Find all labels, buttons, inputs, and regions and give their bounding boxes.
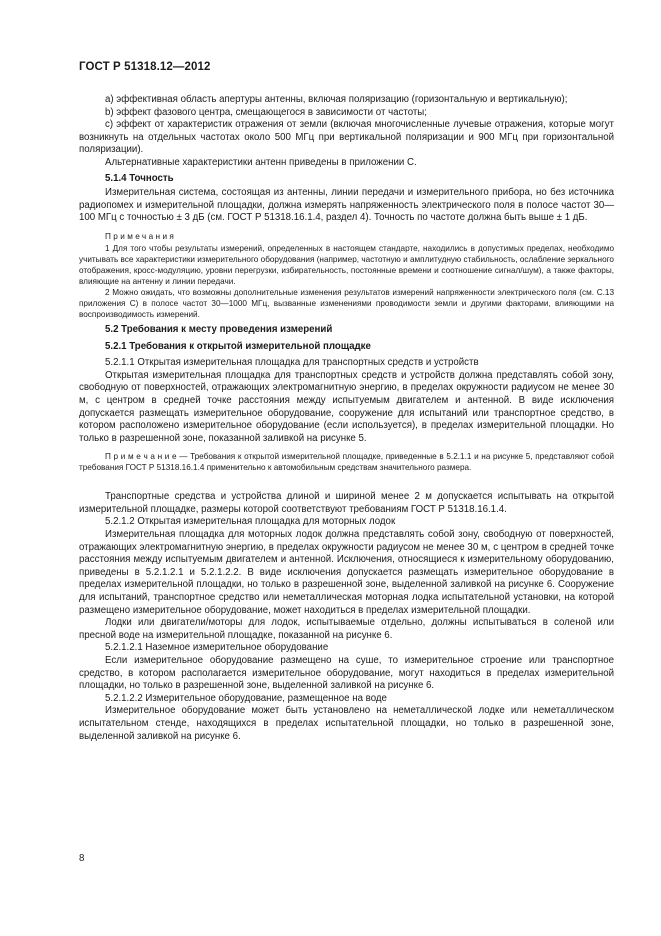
paragraph-5-2-1-2: Измерительная площадка для моторных лодок должна представлять собой зону, свободную от поверхностей, отражающих электромагнитную энергию, в пределах окружности радиусом не менее 30 м, с центром в средней точке расстояния между испытуемым двигателем и антенной. Исключения, относящиеся к измерительному оборудованию, приведены в 5.2.1.2.1 и 5.2.1.2.2. В виде исключения допускается размещать измерительное оборудование в пределах измерительной площадки, но только в разрешенной зоне, выделенной заливкой на рисунке 6. Сооружение для испытаний, транспортное средство или неметаллическая моторная лодка испытательной установки, на которой размещено измерительное оборудование, может находиться в пределах измерительной площадки. bbox=[79, 529, 614, 616]
notes-block bbox=[79, 231, 614, 320]
page-header: ГОСТ Р 51318.12—2012 bbox=[79, 61, 211, 73]
paragraph-accuracy: Измерительная система, состоящая из антенны, линии передачи и измерительного прибора, но без источника радиопомех и измерительной площадки, должна измерять напряженность электрического поля в полосе частот 30—100 МГц с точностью ± 3 дБ (см. ГОСТ Р 51318.16.1.4, раздел 4). Точность по частоте должна быть выше ± 1 дБ. bbox=[79, 187, 614, 224]
note-site-requirements: П р и м е ч а н и е — Требования к открытой измерительной площадке, приведенные в 5.2.1.1 и на рисунке 5, представляют собой требования ГОСТ Р 51318.16.1.4 применительно к автомобильным средствам значительного размера. bbox=[79, 452, 614, 473]
heading-5-2-1-2-2: 5.2.1.2.2 Измерительное оборудование, размещенное на воде bbox=[105, 692, 387, 704]
list-item-c: c) эффект от характеристик отражения от земли (включая многочисленные лучевые отражения, которые могут возникнуть на отдельных частотах около 500 МГц при вертикальной поляризации и 900 МГц при горизонтальной поляризации). bbox=[79, 119, 614, 156]
paragraph-5-2-1-2-2: Измерительное оборудование может быть установлено на неметаллической лодке или неметаллическом испытательном стенде, находящихся в пределах испытательной площадки, но только в разрешенной зоне, выделенной заливкой на рисунке 6. bbox=[79, 705, 614, 742]
heading-5-2-1-2: 5.2.1.2 Открытая измерительная площадка для моторных лодок bbox=[105, 516, 396, 528]
note-2: 2 Можно ожидать, что возможны дополнительные изменения результатов измерений напряженности электрического поля (см. С.13 приложения С) в полосе частот 30—1000 МГц, вызванные изменениями проводимости земли и другими факторами, влияющими на воспроизводимость измерений. bbox=[79, 287, 614, 319]
list-item-a: а) эффективная область апертуры антенны, включая поляризацию (горизонтальную и вертикальную); bbox=[105, 94, 568, 105]
note-1: 1 Для того чтобы результаты измерений, определенных в настоящем стандарте, находились в допустимых пределах, необходимо учитывать все характеристики измерительного оборудования (например, частотную и амплитудную стабильность, ослабление зеркального отображения, кросс-модуляцию, уровни перегрузки, избирательность, постоянные времени и соотношение сигнал/шум), а также факторы, влияющие на антенну и линии передачи. bbox=[79, 243, 614, 286]
notes-title: Примечания bbox=[105, 231, 177, 241]
paragraph-5-2-1-1: Открытая измерительная площадка для транспортных средств и устройств должна представлять собой зону, свободную от поверхностей, отражающих электромагнитную энергию, в пределах окружности радиусом не менее 30 м, с центром в средней точке расстояния между испытуемым двигателем и антенной. В виде исключения допускается размещать измерительное оборудование, сооружение для испытаний или транспортное средство, в котором расположено измерительное оборудование (если используется), в пределах измерительной площадки. Но только в разрешенной зоне, показанной заливкой на рисунке 5. bbox=[79, 369, 614, 444]
heading-5-2: 5.2 Требования к месту проведения измерений bbox=[105, 323, 333, 335]
page-content bbox=[79, 94, 614, 743]
heading-5-2-1-1: 5.2.1.1 Открытая измерительная площадка для транспортных средств и устройств bbox=[105, 357, 479, 369]
heading-5-2-1: 5.2.1 Требования к открытой измерительной площадке bbox=[105, 340, 371, 352]
paragraph-5-2-1-2-1: Если измерительное оборудование размещено на суше, то измерительное строение или транспортное средство, в котором располагается измерительное оборудование, могут находиться в пределах измерительной площадки, но только в разрешенной зоне, выделенной заливкой на рисунке 6. bbox=[79, 655, 614, 692]
paragraph-boats-water: Лодки или двигатели/моторы для лодок, испытываемые отдельно, должны испытываться в соленой или пресной воде на измерительной площадке, показанной на рисунке 6. bbox=[79, 617, 614, 641]
note-block-2 bbox=[79, 451, 614, 473]
list-item-b: b) эффект фазового центра, смещающегося в зависимости от частоты; bbox=[105, 106, 427, 118]
heading-5-1-4: 5.1.4 Точность bbox=[105, 172, 174, 184]
paragraph-small-vehicles: Транспортные средства и устройства длиной и шириной менее 2 м допускается испытывать на открытой измерительной площадке, размеры которой соответствуют требованиям ГОСТ Р 51318.16.1.4. bbox=[79, 491, 614, 515]
alt-characteristics: Альтернативные характеристики антенн приведены в приложении C. bbox=[105, 156, 417, 168]
heading-5-2-1-2-1: 5.2.1.2.1 Наземное измерительное оборудование bbox=[105, 642, 329, 654]
page-number: 8 bbox=[79, 853, 85, 864]
